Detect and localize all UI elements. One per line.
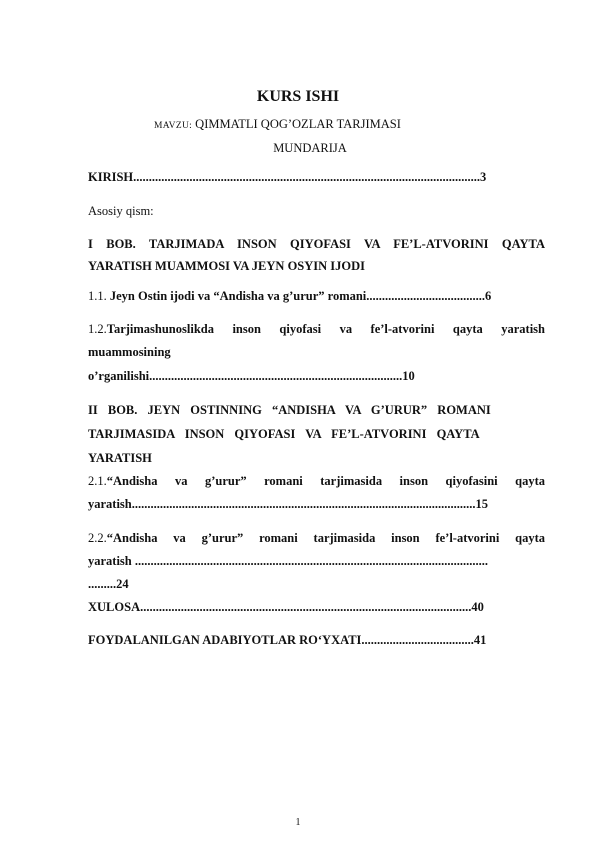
- topic-label: MAVZU:: [154, 121, 193, 131]
- toc-chapter-1-line-2: YARATISH MUAMMOSI VA JEYN OSYIN IJODI: [88, 259, 366, 273]
- toc-section-2-1-line-1: [88, 474, 545, 489]
- toc-section-2-1-line-2: yaratish..............................................................................................................15: [88, 497, 488, 511]
- page-number: 1: [295, 817, 301, 828]
- toc-section-1-2-line-3: o’rganilishi.................................................................................10: [88, 369, 415, 383]
- toc-section-2-2-line-2: yaratish .................................................................................................................: [88, 554, 488, 568]
- toc-section-1-2-line-1: [88, 322, 545, 337]
- section-number: 2.1.: [88, 474, 107, 488]
- section-number: 1.1.: [88, 289, 107, 303]
- toc-chapter-2-line-3: YARATISH: [88, 451, 152, 465]
- topic-title: QIMMATLI QOG’OZLAR TARJIMASI: [195, 117, 401, 131]
- section-number: 1.2.: [88, 322, 107, 336]
- toc-section-2-2-line-1: [88, 531, 545, 546]
- toc-chapter-2-line-1: II BOB. JEYN OSTINNING “ANDISHA VA G’URUR” ROMANI: [88, 403, 491, 417]
- toc-intro: KIRISH...............................................................................................................3: [88, 170, 487, 184]
- toc-chapter-2-line-2: TARJIMASIDA INSON QIYOFASI VA FE’L-ATVORINI QAYTA: [88, 427, 480, 441]
- course-work-title: KURS ISHI: [256, 88, 340, 105]
- toc-main-part: Asosiy qism:: [88, 204, 154, 218]
- section-title: Jeyn Ostin ijodi va “Andisha va g’urur” romani......................................6: [109, 289, 492, 303]
- toc-section-1-1: [88, 289, 491, 304]
- contents-heading: MUNDARIJA: [273, 141, 347, 155]
- toc-conclusion: XULOSA..........................................................................................................40: [88, 600, 484, 614]
- topic-line: [154, 117, 401, 132]
- toc-chapter-1-line-1: I BOB. TARJIMADA INSON QIYOFASI VA FE’L-ATVORINI QAYTA: [88, 237, 545, 251]
- section-title: “Andisha va g’urur” romani tarjimasida inson qiyofasini qayta: [106, 474, 545, 488]
- toc-section-2-2-line-3: .........24: [88, 577, 129, 591]
- toc-section-1-2-line-2: muammosining: [88, 345, 171, 359]
- toc-references: FOYDALANILGAN ADABIYOTLAR RO‘YXATI....................................41: [88, 633, 487, 647]
- section-title: Tarjimashunoslikda inson qiyofasi va fe’l-atvorini qayta yaratish: [106, 322, 545, 336]
- section-number: 2.2.: [88, 531, 107, 545]
- section-title: “Andisha va g’urur” romani tarjimasida inson fe’l-atvorini qayta: [106, 531, 545, 545]
